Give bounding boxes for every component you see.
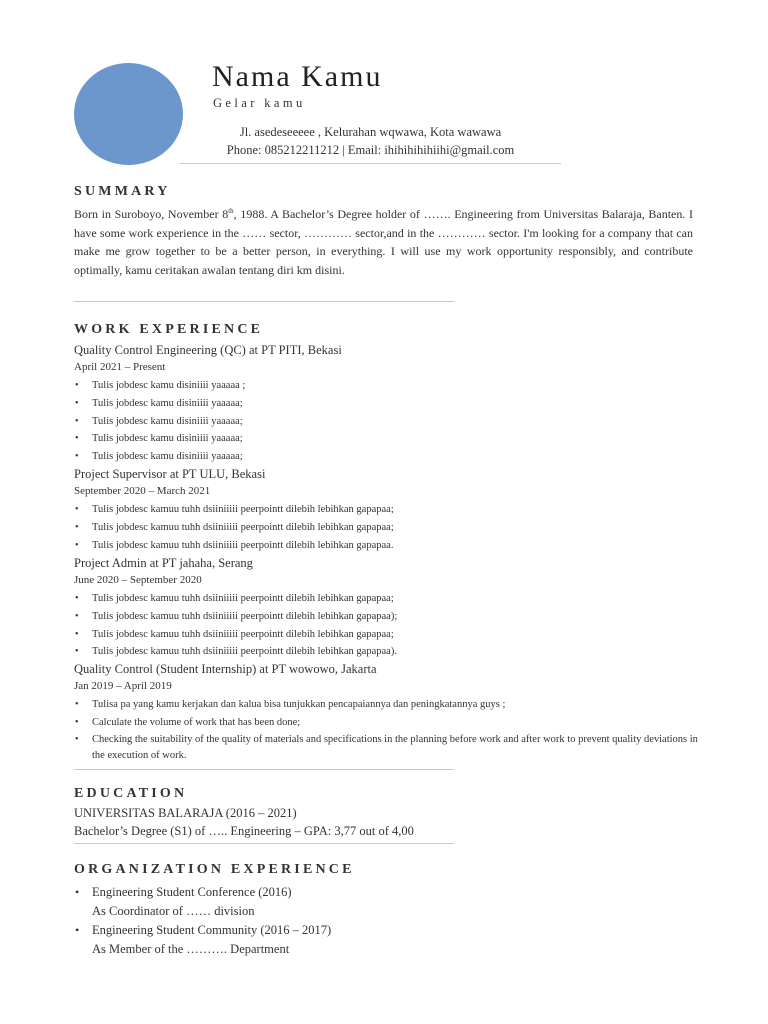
work-heading: WORK EXPERIENCE [74, 322, 264, 337]
education-degree: Bachelor’s Degree (S1) of ….. Engineering – GPA: 3,77 out of 4,00 [74, 824, 414, 838]
job-date: September 2020 – March 2021 [74, 485, 211, 497]
job-bullets [74, 501, 394, 554]
organization-role: As Member of the ………. Department [92, 942, 290, 956]
job-bullet: • Tulis jobdesc kamuu tuhh dsiiniiiii peerpointt dilebih lebihkan gapapaa; [74, 590, 397, 608]
summary-heading: SUMMARY [74, 184, 171, 199]
organization-role: As Coordinator of …… division [92, 904, 255, 918]
job-bullets [74, 696, 704, 765]
organization-item [74, 921, 331, 959]
job-bullet: • Tulis jobdesc kamu disiniiii yaaaaa; [74, 395, 245, 413]
job-bullet: • Calculate the volume of work that has been done; [74, 714, 704, 732]
job-bullet: • Tulis jobdesc kamuu tuhh dsiiniiiii peerpointt dilebih lebihkan gapapaa; [74, 501, 394, 519]
education-divider [74, 843, 454, 844]
job-bullet: • Tulis jobdesc kamu disiniiii yaaaaa; [74, 413, 245, 431]
job-bullet: • Tulis jobdesc kamu disiniiii yaaaaa ; [74, 377, 245, 395]
job-bullets [74, 590, 397, 661]
education-school: UNIVERSITAS BALARAJA (2016 – 2021) [74, 806, 297, 820]
person-name: Nama Kamu [212, 60, 383, 93]
organization-list [74, 883, 331, 959]
organization-heading: ORGANIZATION EXPERIENCE [74, 862, 355, 877]
organization-item [74, 883, 331, 921]
education-heading: EDUCATION [74, 786, 188, 801]
job-date: June 2020 – September 2020 [74, 574, 202, 586]
profile-photo [74, 63, 183, 165]
job-bullet: • Tulis jobdesc kamu disiniiii yaaaaa; [74, 430, 245, 448]
job-bullet: • Tulis jobdesc kamu disiniiii yaaaaa; [74, 448, 245, 466]
address: Jl. asedeseeeee , Kelurahan wqwawa, Kota wawawa [239, 125, 502, 139]
job-bullet: • Tulis jobdesc kamuu tuhh dsiiniiiii peerpointt dilebih lebihkan gapapaa); [74, 608, 397, 626]
job-date: April 2021 – Present [74, 361, 166, 373]
job-title: Project Supervisor at PT ULU, Bekasi [74, 467, 266, 481]
person-title: Gelar kamu [213, 96, 306, 110]
job-title: Quality Control Engineering (QC) at PT PITI, Bekasi [74, 343, 342, 357]
job-bullet: • Tulis jobdesc kamuu tuhh dsiiniiiii peerpointt dilebih lebihkan gapapaa; [74, 626, 397, 644]
work-divider [74, 769, 454, 770]
header-divider [180, 163, 561, 164]
organization-name: Engineering Student Community (2016 – 2017) [92, 923, 332, 937]
summary-divider [74, 301, 454, 302]
summary-text: Born in Suroboyo, November 8th, 1988. A Bachelor’s Degree holder of ……. Engineering from Universitas Balaraja, Banten. I have some work experience in the …… sector, ………… sector,and in the ………… sector. I'm looking for a company that can make me grow together to be a better person, in everything. I will use my work opportunity responsibly, and contribute optimally, kamu ceritakan awalan tentang diri km disini. [74, 207, 693, 277]
job-bullet: • Tulisa pa yang kamu kerjakan dan kalua bisa tunjukkan pencapaiannya dan peningkatannya guys ; [74, 696, 704, 714]
job-bullet: • Checking the suitability of the quality of materials and specifications in the planning before work and after work to prevent quality deviations in the execution of work. [74, 732, 704, 765]
job-title: Project Admin at PT jahaha, Serang [74, 556, 253, 570]
job-bullet: • Tulis jobdesc kamuu tuhh dsiiniiiii peerpointt dilebih lebihkan gapapaa. [74, 537, 394, 555]
organization-name: Engineering Student Conference (2016) [92, 885, 292, 899]
job-bullet: • Tulis jobdesc kamuu tuhh dsiiniiiii peerpointt dilebih lebihkan gapapaa). [74, 643, 397, 661]
job-bullets [74, 377, 245, 466]
job-date: Jan 2019 – April 2019 [74, 680, 172, 692]
phone-email: Phone: 085212211212 | Email: ihihihihihiihi@gmail.com [226, 143, 515, 157]
job-bullet: • Tulis jobdesc kamuu tuhh dsiiniiiii peerpointt dilebih lebihkan gapapaa; [74, 519, 394, 537]
job-title: Quality Control (Student Internship) at PT wowowo, Jakarta [74, 662, 377, 676]
